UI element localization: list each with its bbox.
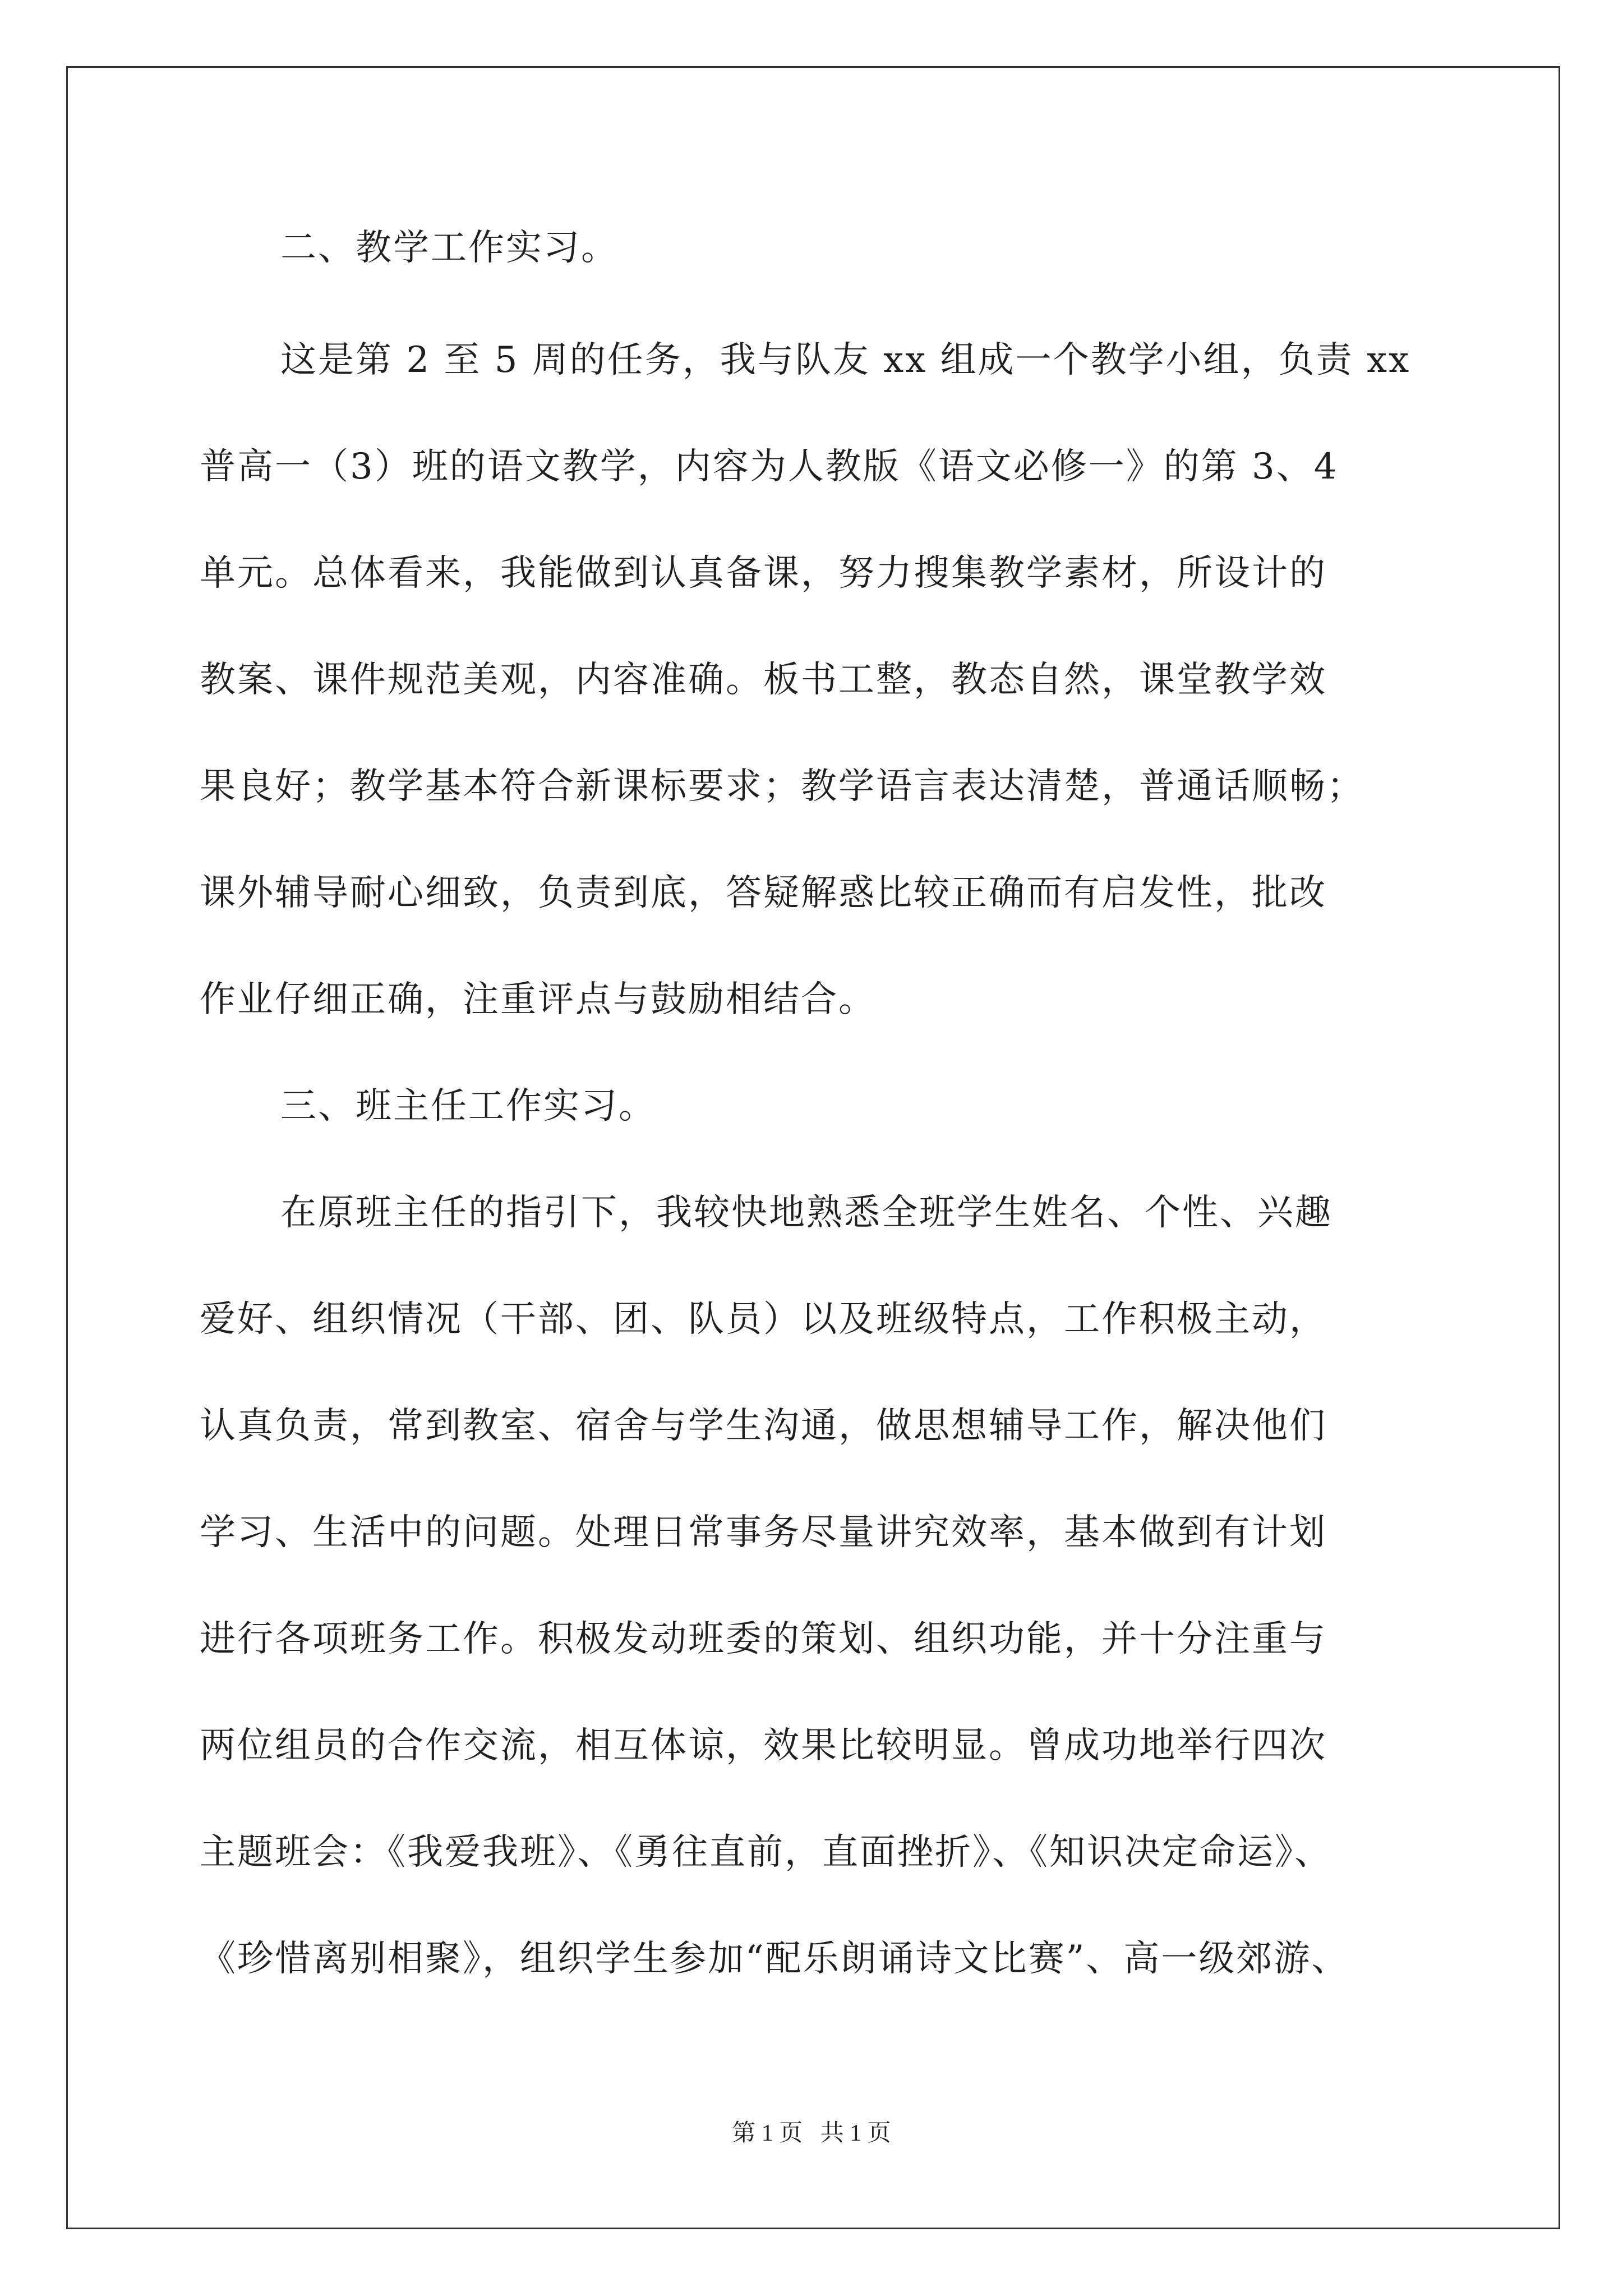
paragraph-line: 两位组员的合作交流，相互体谅，效果比较明显。曾成功地举行四次 <box>200 1725 1327 1766</box>
paragraph-line: 单元。总体看来，我能做到认真备课，努力搜集教学素材，所设计的 <box>200 553 1327 594</box>
paragraph-line: 作业仔细正确，注重评点与鼓励相结合。 <box>200 979 876 1020</box>
paragraph-line: 爱好、组织情况（干部、团、队员）以及班级特点，工作积极主动， <box>200 1299 1327 1340</box>
paragraph-line: 课外辅导耐心细致，负责到底，答疑解惑比较正确而有启发性，批改 <box>200 872 1327 914</box>
section-heading-class-teacher: 三、班主任工作实习。 <box>280 1085 656 1127</box>
paragraph-line: 果良好；教学基本符合新课标要求；教学语言表达清楚，普通话顺畅； <box>200 766 1364 807</box>
paragraph-line: 《珍惜离别相聚》，组织学生参加“配乐朗诵诗文比赛”、高一级郊游、 <box>200 1938 1349 1980</box>
paragraph-line: 这是第 2 至 5 周的任务，我与队友 xx 组成一个教学小组，负责 xx <box>280 339 1411 381</box>
paragraph-line: 普高一（3）班的语文教学，内容为人教版《语文必修一》的第 3、4 <box>200 446 1339 487</box>
paragraph-line: 教案、课件规范美观，内容准确。板书工整，教态自然，课堂教学效 <box>200 659 1327 701</box>
section-heading-teaching: 二、教学工作实习。 <box>280 227 619 269</box>
page-border <box>66 66 1560 2229</box>
paragraph-line: 进行各项班务工作。积极发动班委的策划、组织功能，并十分注重与 <box>200 1618 1327 1660</box>
paragraph-line: 在原班主任的指引下，我较快地熟悉全班学生姓名、个性、兴趣 <box>280 1192 1332 1234</box>
paragraph-line: 学习、生活中的问题。处理日常事务尽量讲究效率，基本做到有计划 <box>200 1512 1327 1553</box>
paragraph-line: 认真负责，常到教室、宿舍与学生沟通，做思想辅导工作，解决他们 <box>200 1405 1327 1447</box>
paragraph-line: 主题班会：《我爱我班》、《勇往直前，直面挫折》、《知识决定命运》、 <box>200 1832 1332 1873</box>
page-footer: 第 1 页 共 1 页 <box>732 2120 891 2146</box>
